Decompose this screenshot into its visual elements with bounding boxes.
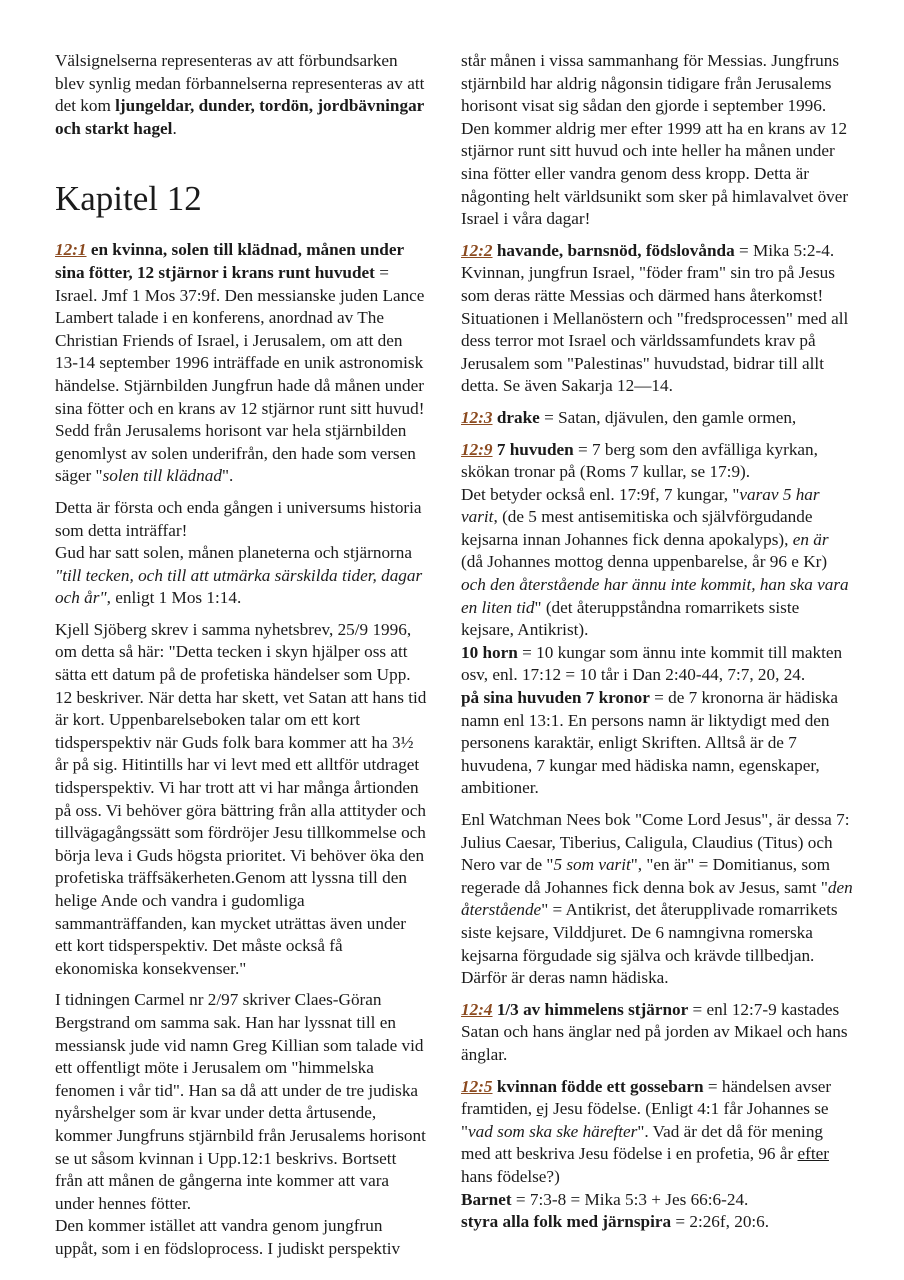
- verse-12-5-underline-1: ej: [536, 1099, 549, 1119]
- verse-12-2-bold: havande, barnsnöd, födslovånda: [492, 240, 735, 260]
- intro-paragraph: [55, 50, 427, 140]
- continuation-paragraph: står månen i vissa sammanhang för Messias. Jungfruns stjärnbild har aldrig någonsin tidigare från Jerusalems horisont visat sig sådan den gjorde i september 1996. Den kommer aldrig mer efter 1999 att ha en krans av 12 stjärnor runt sitt huvud och inte heller ha månen under sina fötter eller vandra genom dess kropp. Detta är någonting helt världsunikt som sker på himlavalvet över Israel i våra dagar!: [461, 51, 849, 229]
- barnet-text: = 7:3-8 = Mika 5:3 + Jes 66:6-24.: [511, 1189, 749, 1209]
- verse-ref-12-2[interactable]: 12:2: [461, 240, 493, 260]
- verse-12-1-italic: solen till klädnad: [102, 466, 222, 486]
- verse-12-9-bold: 7 huvuden: [492, 439, 574, 459]
- verse-ref-12-4[interactable]: 12:4: [461, 999, 493, 1019]
- verse-12-1-text: = Israel. Jmf 1 Mos 37:9f. Den messianske juden Lance Lambert talade i en konferens, anordnad av The Christian Friends of Israel, i Jerusalem, om att den 13-14 september 1996 inträffade en unik astronomisk händelse. Stjärnbilden Jungfrun hade då månen under sina fötter och en krans av 12 stjärnor runt sitt huvud! Sedd från Jerusalems horisont var hela stjärnbilden genomlyst av solen underifrån, den hade som versen säger ": [55, 262, 425, 486]
- verse-12-2-text: = Mika 5:2-4. Kvinnan, jungfrun Israel, "föder fram" sin tro på Jesus som deras rätte Messias och därmed hans återkomst! Situationen i Mellanöstern och "fredsprocessen" med all dess terror mot Israel och världssamfundets krav på Jerusalem som "Palestinas" huvudstad, bidrar till allt detta. Se även Sakarja 12—14.: [461, 240, 849, 396]
- iron-rod-text: = 2:26f, 20:6.: [671, 1212, 770, 1232]
- nee-text-3: " = Antikrist, det återupplivade romarrikets siste kejsare, Vilddjuret. De 6 namngivna romerska kejsarna förgudade sig själva och krävde tillbedjan. Därför är deras namn hädiska.: [461, 900, 838, 988]
- first-time-text: Detta är första och enda gången i universums historia som detta inträffar!: [55, 497, 422, 540]
- verse-ref-12-9[interactable]: 12:9: [461, 439, 493, 459]
- sjoberg-paragraph: Kjell Sjöberg skrev i samma nyhetsbrev, 25/9 1996, om detta så här: "Detta tecken i skyn hjälper oss att sätta ett datum på de profetiska händelser som Upp. 12 beskriver. När detta har skett, vet Satan att hans tid är kort. Uppenbarelseboken talar om ett kort tidsperspektiv när Guds folk bara kommer att ha 3½ år på sig. Hitintills har vi levt med ett alltför utdraget tidsperspektiv. Vi har trott att vi har många årtionden på oss. Vi behöver göra bättring från alla attityder och tillvägagångssätt som fördröjer Jesu tillkommelse och börja leva i Guds högsta prioritet. Vi behöver öka den profetiska träffsäkerheten.Genom att lyssna till den helige Ande och vandra i gudomliga sammanträffanden, kan mycket uträttas även under ett kort tidsperspektiv. Det måste också få ekonomiska konsekvenser.": [55, 619, 427, 978]
- verse-12-4-bold: 1/3 av himmelens stjärnor: [492, 999, 689, 1019]
- verse-12-3-paragraph: [461, 407, 853, 430]
- verse-12-9-italic-1: varav 5 har varit: [461, 484, 820, 527]
- carmel-paragraph: [55, 989, 427, 1260]
- ten-horns-bold: 10 horn: [461, 642, 518, 662]
- barnet-bold: Barnet: [461, 1189, 512, 1209]
- nee-italic-1: 5 som varit: [553, 855, 631, 875]
- verse-12-9-text-3: , (de 5 mest antisemitiska och självförgudande kejsarna innan Johannes fick denna apokalyps),: [461, 507, 813, 549]
- nee-text-1: Enl Watchman Nees bok "Come Lord Jesus", är dessa 7: Julius Caesar, Tiberius, Caligula, Claudius (Titus) och Nero var de ": [461, 810, 850, 875]
- nee-italic-2: den återstående: [461, 877, 853, 920]
- watchman-nee-paragraph: [461, 809, 853, 990]
- verse-ref-12-3[interactable]: 12:3: [461, 407, 493, 427]
- intro-text: Välsignelserna representeras av att förbundsarken blev synlig medan förbannelserna representeras av att det kom: [55, 51, 425, 116]
- verse-ref-12-5[interactable]: 12:5: [461, 1076, 493, 1096]
- left-column: [55, 50, 427, 1270]
- verse-12-1-paragraph: [55, 239, 427, 488]
- god-text: Gud har satt solen, månen planeterna och stjärnorna: [55, 543, 412, 563]
- carmel-text-continued: Den kommer istället att vandra genom jungfrun uppåt, som i en födsloprocess. I judiskt perspektiv: [55, 1216, 401, 1258]
- iron-rod-bold: styra alla folk med järnspira: [461, 1212, 672, 1232]
- verse-12-5-underline-2: efter: [797, 1144, 829, 1164]
- verse-12-5-italic: vad som ska ske härefter: [468, 1121, 638, 1141]
- seven-crowns-text: = de 7 kronorna är hädiska namn enl 13:1. En persons namn är liktydigt med den personens karaktär, enligt Skriften. Alltså är de 7 huvudena, 7 kungar med hädiska namn, egenskaper, ambitioner.: [461, 688, 839, 798]
- verse-12-5-text-3: ". Vad är det då för mening med att beskriva Jesu födelse i en profetia, 96 år: [461, 1121, 824, 1164]
- carmel-text: I tidningen Carmel nr 2/97 skriver Claes-Göran Bergstrand om samma sak. Han har lyssnat till en messiansk jude vid namn Greg Killian som talade vid ett offentligt möte i Jerusalem om "himmelska fenomen i vår tid". Han sa då att under de tre judiska nyårshelger som är kvar under detta årtusende, kommer Jungfruns stjärnbild från Jerusalems horisont se ut såsom kvinnan i Upp.12:1 beskrivs. Bortsett från att månen de gångerna inte kommer att vara under hennes fötter.: [55, 990, 426, 1213]
- verse-12-5-paragraph: [461, 1076, 853, 1234]
- verse-12-4-paragraph: [461, 999, 853, 1067]
- verse-12-1-bold: en kvinna, solen till klädnad, månen under sina fötter, 12 stjärnor i krans runt huvudet: [55, 240, 404, 282]
- verse-12-3-text: = Satan, djävulen, den gamle ormen,: [539, 407, 797, 427]
- verse-12-9-italic-2: en är: [792, 529, 829, 549]
- first-time-paragraph: [55, 497, 427, 610]
- verse-12-9-paragraph: [461, 439, 853, 801]
- verse-12-2-paragraph: [461, 240, 853, 398]
- god-ref: , enligt 1 Mos 1:14.: [106, 588, 242, 608]
- intro-bold: ljungeldar, dunder, tordön, jordbävningar och starkt hagel: [55, 96, 424, 138]
- verse-12-5-text-2: Jesu födelse. (Enligt 4:1 får Johannes se ": [461, 1099, 829, 1141]
- seven-crowns-bold: på sina huvuden 7 kronor: [461, 688, 650, 708]
- verse-12-4-text: = enl 12:7-9 kastades Satan och hans änglar ned på jorden av Mikael och hans änglar.: [461, 999, 848, 1064]
- verse-12-5-bold: kvinnan födde ett gossebarn: [492, 1076, 704, 1096]
- verse-12-9-text-2: Det betyder också enl. 17:9f, 7 kungar, ": [461, 484, 740, 504]
- intro-end: .: [172, 118, 177, 138]
- verse-12-3-bold: drake: [492, 407, 540, 427]
- verse-12-9-text-5: " (det återuppståndna romarrikets siste kejsare, Antikrist).: [461, 597, 800, 640]
- god-quote: "till tecken, och till att utmärka särskilda tider, dagar och år": [55, 565, 423, 608]
- nee-text-2: ", "en är" = Domitianus, som regerade då Johannes fick denna bok av Jesus, samt ": [461, 855, 831, 897]
- ten-horns-text: = 10 kungar som ännu inte kommit till makten osv, enl. 17:12 = 10 tår i Dan 2:40-44, 7:7, 20, 24.: [461, 642, 843, 685]
- verse-12-5-text-4: hans födelse?): [461, 1166, 560, 1186]
- verse-ref-12-1[interactable]: 12:1: [55, 240, 87, 260]
- right-column: [461, 50, 853, 1243]
- verse-12-9-text-4: (då Johannes mottog denna uppenbarelse, år 96 e Kr): [461, 552, 828, 572]
- verse-12-5-text: = händelsen avser framtiden,: [461, 1076, 832, 1119]
- verse-12-1-end: ".: [221, 466, 234, 486]
- verse-12-9-text: = 7 berg som den avfälliga kyrkan, skökan tronar på (Roms 7 kullar, se 17:9).: [461, 439, 818, 482]
- verse-12-9-italic-3: och den återstående har ännu inte kommit, han ska vara en liten tid: [461, 575, 849, 617]
- chapter-heading: Kapitel 12: [55, 179, 202, 219]
